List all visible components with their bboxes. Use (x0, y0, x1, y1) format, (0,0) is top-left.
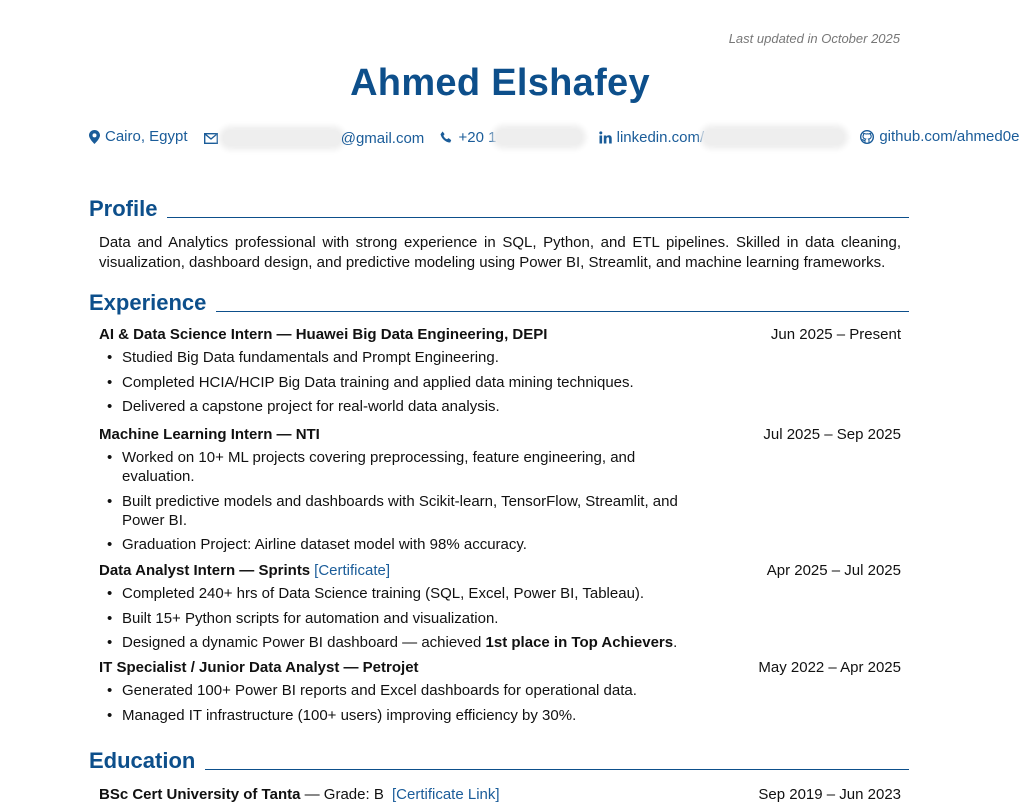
experience-heading: Experience (89, 290, 207, 315)
job-bullet: • Built predictive models and dashboards with Scikit-learn, TensorFlow, Streamlit, and Power BI. (122, 492, 692, 530)
contact-phone[interactable] (440, 129, 582, 146)
linkedin-icon (599, 131, 612, 144)
section-divider (205, 769, 909, 770)
job-title: AI & Data Science Intern — Huawei Big Data Engineering, DEPI (99, 326, 548, 343)
job-date: Jun 2025 – Present (770, 326, 901, 343)
github-link: github.com/ahmed0e (879, 128, 1020, 145)
job-bullet: • Managed IT infrastructure (100+ users) improving efficiency by 30%. (122, 706, 692, 725)
phone-icon (440, 131, 453, 144)
experience-section-header (89, 290, 909, 316)
job-date: Apr 2025 – Jul 2025 (766, 562, 901, 579)
job-title-group (99, 560, 390, 582)
degree-title: BSc Cert University of Tanta (99, 786, 301, 803)
phone-prefix: +20 1 (458, 128, 497, 146)
contact-linkedin[interactable] (599, 129, 845, 146)
github-icon (860, 130, 874, 144)
section-divider (167, 217, 909, 218)
email-redaction (223, 130, 341, 146)
job-bullet: • Completed 240+ hrs of Data Science training (SQL, Excel, Power BI, Tableau). (122, 584, 692, 603)
last-updated: Last updated in October 2025 (728, 31, 900, 46)
job-bullet: • Studied Big Data fundamentals and Prompt Engineering. (122, 348, 692, 367)
resume-name: Ahmed Elshafey (350, 62, 650, 104)
certificate-link[interactable]: [Certificate] (314, 562, 391, 579)
contact-bar (89, 128, 1020, 150)
certificate-link[interactable]: [Certificate Link] (392, 786, 500, 803)
profile-heading: Profile (89, 196, 158, 221)
job-entry (99, 424, 901, 560)
education-section-header (89, 748, 909, 774)
contact-github[interactable] (860, 128, 1019, 145)
job-bullet: • Built 15+ Python scripts for automation and visualization. (122, 609, 692, 628)
grade-text: — Grade: B (304, 786, 384, 803)
map-pin-icon (89, 130, 100, 144)
phone-redaction (496, 129, 582, 145)
education-date: Sep 2019 – Jun 2023 (758, 786, 901, 803)
education-line (99, 784, 500, 806)
contact-location (89, 128, 188, 145)
job-title: Data Analyst Intern — Sprints (99, 562, 311, 579)
bullet-text: Designed a dynamic Power BI dashboard — achieved (122, 634, 486, 651)
job-date: Jul 2025 – Sep 2025 (763, 426, 901, 443)
envelope-icon (204, 133, 218, 144)
job-entry (99, 560, 901, 658)
achievement-highlight: 1st place in Top Achievers (485, 634, 674, 651)
location-text: Cairo, Egypt (105, 128, 188, 145)
job-bullet: • Completed HCIA/HCIP Big Data training and applied data mining techniques. (122, 373, 692, 392)
job-bullet: • Generated 100+ Power BI reports and Excel dashboards for operational data. (122, 681, 692, 700)
education-entry (99, 784, 901, 806)
profile-summary: Data and Analytics professional with strong experience in SQL, Python, and ETL pipelines. Skilled in data cleaning, visualization, dashboard design, and predictive modeling using Power BI, Streamlit, and machine learning frameworks. (99, 234, 901, 271)
job-title: IT Specialist / Junior Data Analyst — Petrojet (99, 659, 419, 676)
job-bullet: • Worked on 10+ ML projects covering preprocessing, feature engineering, and evaluation. (122, 448, 692, 486)
bullet-text-end: . (673, 634, 678, 651)
email-suffix: @gmail.com (340, 129, 425, 147)
section-divider (216, 311, 909, 312)
job-bullet: • Graduation Project: Airline dataset model with 98% accuracy. (122, 535, 692, 554)
job-entry (99, 324, 901, 422)
contact-email[interactable] (204, 130, 425, 147)
job-bullet: • Delivered a capstone project for real-world data analysis. (122, 397, 692, 416)
linkedin-prefix: linkedin.com/ (616, 128, 705, 146)
linkedin-redaction (704, 129, 844, 145)
job-bullet (122, 633, 692, 652)
job-entry (99, 657, 901, 730)
job-date: May 2022 – Apr 2025 (758, 659, 901, 676)
job-title: Machine Learning Intern — NTI (99, 426, 320, 443)
profile-section-header (89, 196, 909, 222)
education-heading: Education (89, 748, 196, 773)
